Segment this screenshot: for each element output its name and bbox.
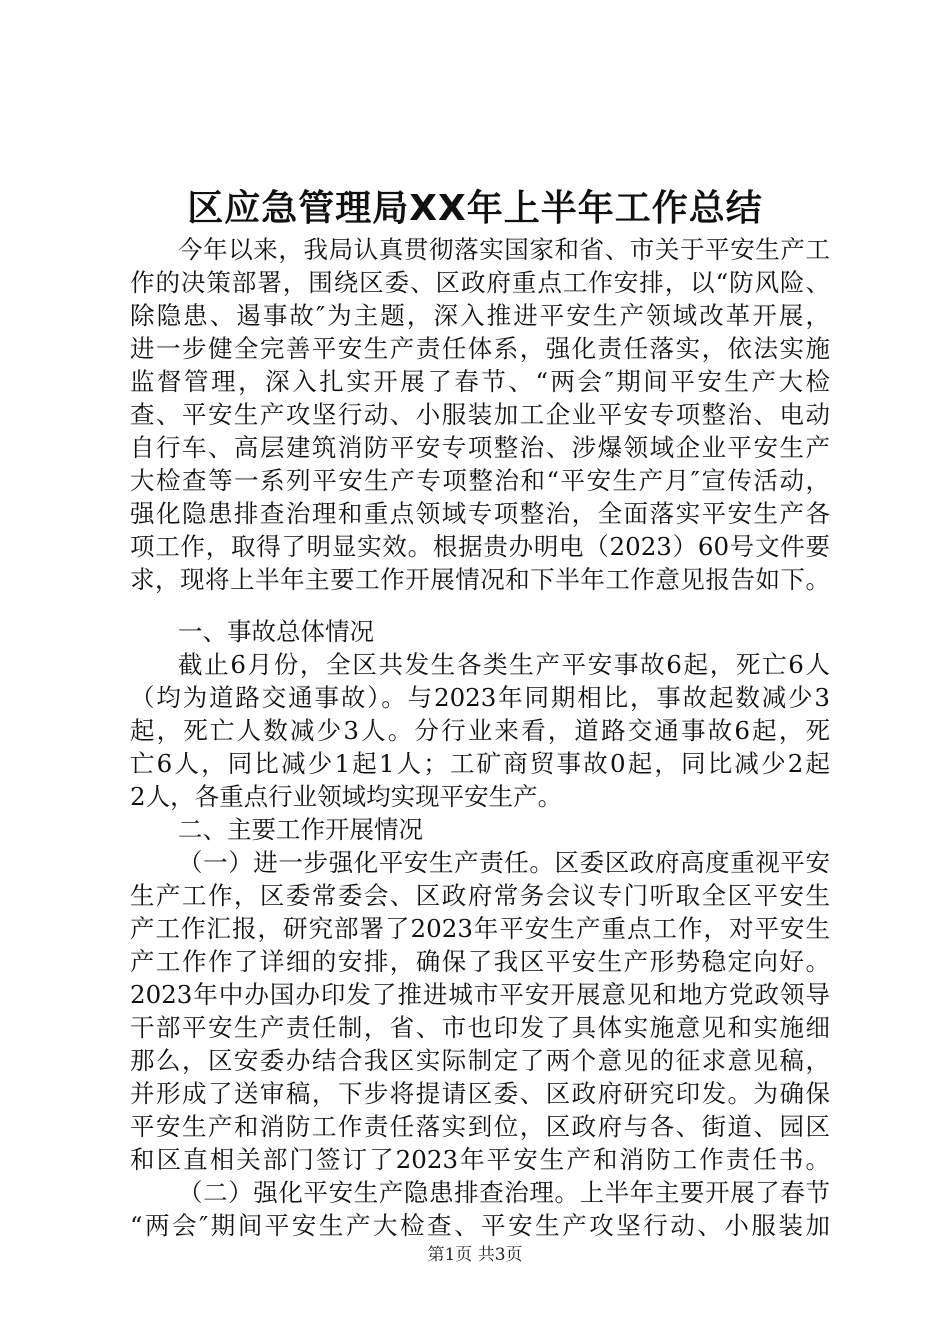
intro-line: 监督管理，深入扎实开展了春节、“两会″期间平安生产大检 [130,367,830,396]
section1-line: 亡6人，同比减少1起1人；工矿商贸事故0起，同比减少2起 [130,749,830,778]
section2-sub1-line: 产工作汇报，研究部署了2023年平安生产重点工作，对平安生 [130,914,830,943]
section1-line: 截止6月份，全区共发生各类生产平安事故6起，死亡6人 [178,650,830,679]
section2-sub2-line: “两会″期间平安生产大检查、平安生产攻坚行动、小服装加 [130,1211,830,1240]
page-footer: 第1页 共3页 [427,1245,523,1265]
intro-line: 进一步健全完善平安生产责任体系，强化责任落实，依法实施 [130,334,830,363]
section2-sub1-line: 生产工作，区委常委会、区政府常务会议专门听取全区平安生 [130,881,830,910]
intro-line: 强化隐患排查治理和重点领域专项整治，全面落实平安生产各 [130,499,830,528]
intro-line: 项工作，取得了明显实效。根据贵办明电（2023）60号文件要 [130,532,830,561]
intro-line: 今年以来，我局认真贯彻落实国家和省、市关于平安生产工 [178,235,830,264]
section1-line: 2人，各重点行业领域均实现平安生产。 [130,782,563,811]
intro-line: 自行车、高层建筑消防平安专项整治、涉爆领域企业平安生产 [130,433,830,462]
intro-line: 查、平安生产攻坚行动、小服装加工企业平安专项整治、电动 [130,400,830,429]
section2-sub1-line: 平安生产和消防工作责任落实到位，区政府与各、街道、园区 [130,1112,830,1141]
intro-line: 大检查等一系列平安生产专项整治和“平安生产月″宣传活动， [130,466,830,495]
section1-line: 起，死亡人数减少3人。分行业来看，道路交通事故6起，死 [130,716,830,745]
section-heading: 二、主要工作开展情况 [178,815,423,844]
section2-sub2-line: （二）强化平安生产隐患排查治理。上半年主要开展了春节 [178,1178,830,1207]
section2-sub1-line: （一）进一步强化平安生产责任。区委区政府高度重视平安 [178,848,830,877]
section2-sub1-line: 并形成了送审稿，下步将提请区委、区政府研究印发。为确保 [130,1079,830,1108]
intro-line: 除隐患、遏事故″为主题，深入推进平安生产领域改革开展， [130,301,830,330]
section2-sub1-line: 干部平安生产责任制，省、市也印发了具体实施意见和实施细 [130,1013,830,1042]
section2-sub1-line: 2023年中办国办印发了推进城市平安开展意见和地方党政领导 [130,980,830,1009]
intro-line: 求，现将上半年主要工作开展情况和下半年工作意见报告如下。 [130,565,830,594]
section-heading: 一、事故总体情况 [178,617,374,646]
section2-sub1-line: 和区直相关部门签订了2023年平安生产和消防工作责任书。 [130,1145,830,1174]
intro-line: 作的决策部署，围绕区委、区政府重点工作安排，以“防风险、 [130,268,830,297]
document-title: 区应急管理局XX年上半年工作总结 [187,188,763,229]
section1-line: （均为道路交通事故）。与2023年同期相比，事故起数减少3 [130,683,830,712]
section2-sub1-line: 产工作作了详细的安排，确保了我区平安生产形势稳定向好。 [130,947,830,976]
section2-sub1-line: 那么，区安委办结合我区实际制定了两个意见的征求意见稿， [130,1046,830,1075]
